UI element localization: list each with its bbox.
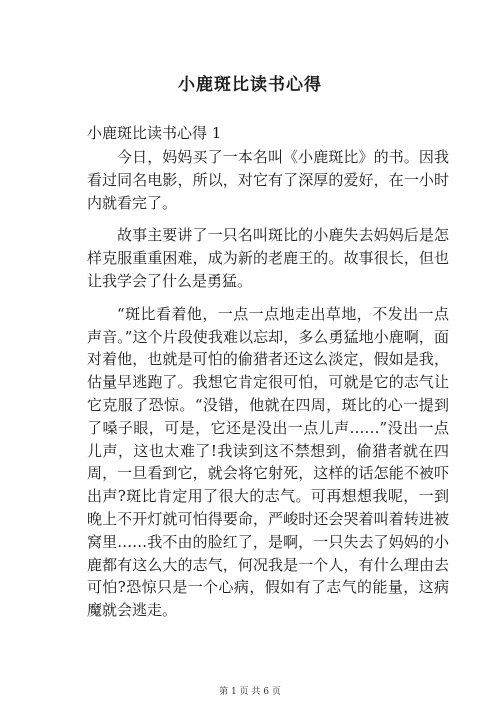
document-body	[87, 146, 449, 622]
paragraph-1: 今日，妈妈买了一本名叫《小鹿斑比》的书。因我看过同名电影，所以，对它有了深厚的爱好，在一小时内就看完了。	[87, 148, 449, 212]
paragraph-2: 故事主要讲了一只名叫斑比的小鹿失去妈妈后是怎样克服重重困难，成为新的老鹿王的。故事很长，但也让我学会了什么是勇猛。	[87, 226, 449, 290]
section-heading: 小鹿斑比读书心得 1	[87, 124, 222, 142]
page-footer: 第 1 页 共 6 页	[219, 687, 281, 697]
document-title: 小鹿斑比读书心得	[178, 75, 322, 95]
paragraph-3: “斑比看着他，一点一点地走出草地，不发出一点声音。”这个片段使我难以忘却，多么勇猛地小鹿啊，面对着他，也就是可怕的偷猎者还这么淡定，假如是我，估量早逃跑了。我想它肯定很可怕，可就是它的志气让它克服了恐惊。“没错，他就在四周，斑比的心一提到了嗓子眼，可是，它还是没出一点儿声……”没出一点儿声，这也太难了!我读到这不禁想到，偷猎者就在四周，一旦看到它，就会将它射死，这样的话怎能不被吓出声?斑比肯定用了很大的志气。可再想想我呢，一到晚上不开灯就可怕得要命，严峻时还会哭着叫着转进被窝里……我不由的脸红了，是啊，一只失去了妈妈的小鹿都有这么大的志气，何况我是一个人，有什么理由去可怕?恐惊只是一个心病，假如有了志气的能量，这病魔就会逃走。	[87, 304, 449, 620]
